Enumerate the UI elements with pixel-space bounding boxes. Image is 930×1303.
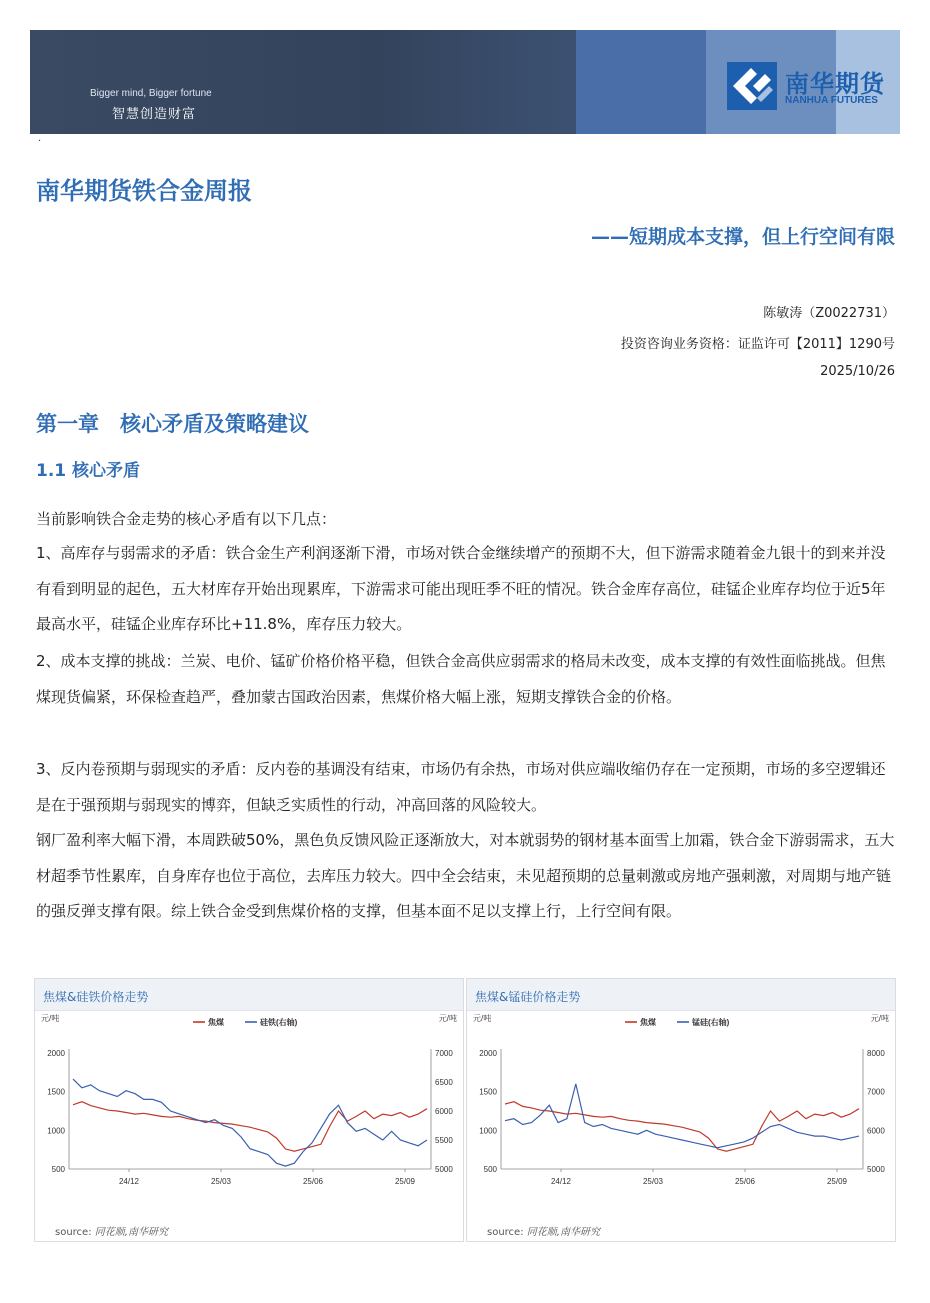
x-tick-label: 25/06 bbox=[734, 1177, 756, 1186]
certification: 投资咨询业务资格：证监许可【2011】1290号 bbox=[620, 337, 895, 352]
chart-card-coking-coal-silicomanganese bbox=[466, 978, 896, 1242]
x-tick-label: 25/03 bbox=[210, 1177, 232, 1186]
author: 陈敏涛（Z0022731） bbox=[763, 306, 895, 321]
left-tick-label: 1000 bbox=[47, 1126, 65, 1136]
left-tick-label: 500 bbox=[51, 1165, 65, 1174]
chart-source bbox=[487, 1223, 600, 1238]
report-title: 南华期货铁合金周报 bbox=[36, 177, 252, 205]
chart-coking-coal-ferrosilicon bbox=[35, 1012, 463, 1222]
legend-label: 锰硅(右轴) bbox=[692, 1018, 730, 1027]
right-tick-label: 7000 bbox=[867, 1087, 885, 1097]
series-line-right bbox=[505, 1084, 859, 1148]
left-tick-label: 2000 bbox=[47, 1049, 65, 1058]
right-tick-label: 7000 bbox=[435, 1049, 453, 1058]
x-tick-label: 25/03 bbox=[642, 1177, 664, 1186]
left-tick-label: 1000 bbox=[479, 1126, 497, 1136]
chart-title: 焦煤&锰硅价格走势 bbox=[467, 979, 895, 1011]
chart-title: 焦煤&硅铁价格走势 bbox=[35, 979, 463, 1011]
paragraph-2: 2、成本支撑的挑战：兰炭、电价、锰矿价格价格平稳，但铁合金高供应弱需求的格局未改变，成本支撑的有效性面临挑战。但焦煤现货偏紧，环保检查趋严，叠加蒙古国政治因素，焦煤价格大幅上涨，短期支撑铁合金的价格。 bbox=[36, 652, 886, 706]
slogan-cn: 智慧创造财富 bbox=[112, 107, 197, 122]
series-line-left bbox=[505, 1102, 859, 1152]
paragraph-intro: 当前影响铁合金走势的核心矛盾有以下几点： bbox=[36, 510, 337, 528]
right-tick-label: 6000 bbox=[867, 1126, 885, 1136]
source-org: 同花顺,南华研究 bbox=[94, 1227, 168, 1238]
bullet-mark: · bbox=[38, 136, 42, 147]
x-tick-label: 24/12 bbox=[118, 1177, 140, 1186]
x-tick-label: 24/12 bbox=[550, 1177, 572, 1186]
x-tick-label: 25/06 bbox=[302, 1177, 324, 1186]
chapter-heading: 第一章 核心矛盾及策略建议 bbox=[36, 412, 309, 436]
banner-band bbox=[576, 30, 706, 134]
left-axis-unit: 元/吨 bbox=[473, 1014, 492, 1023]
right-tick-label: 6500 bbox=[435, 1078, 453, 1087]
section-heading: 1.1 核心矛盾 bbox=[36, 461, 141, 481]
report-subtitle: ——短期成本支撑，但上行空间有限 bbox=[590, 226, 895, 248]
slogan-en: Bigger mind, Bigger fortune bbox=[90, 88, 212, 99]
left-axis-unit: 元/吨 bbox=[41, 1014, 60, 1023]
logo-text-cn: 南华期货 bbox=[785, 70, 885, 98]
paragraph-1: 1、高库存与弱需求的矛盾：铁合金生产利润逐渐下滑，市场对铁合金继续增产的预期不大，但下游需求随着金九银十的到来并没有看到明显的起色，五大材库存开始出现累库，下游需求可能出现旺季不旺的情况。铁合金库存高位，硅锰企业库存均位于近5年最高水平，硅锰企业库存环比+11.8%，库存压力较大。 bbox=[36, 544, 886, 633]
chart-coking-coal-silicomanganese bbox=[467, 1012, 895, 1222]
right-tick-label: 6000 bbox=[435, 1107, 453, 1116]
legend-label: 焦煤 bbox=[640, 1018, 656, 1027]
right-axis-unit: 元/吨 bbox=[438, 1014, 457, 1023]
left-tick-label: 1500 bbox=[47, 1087, 65, 1097]
logo-mark-icon bbox=[727, 62, 777, 110]
right-axis-unit: 元/吨 bbox=[870, 1014, 889, 1023]
legend-label: 硅铁(右轴) bbox=[260, 1018, 298, 1027]
left-tick-label: 500 bbox=[483, 1165, 497, 1174]
right-tick-label: 8000 bbox=[867, 1049, 885, 1058]
chart-card-coking-coal-ferrosilicon bbox=[34, 978, 464, 1242]
paragraph-3: 3、反内卷预期与弱现实的矛盾：反内卷的基调没有结束，市场仍有余热，市场对供应端收缩仍存在一定预期，市场的多空逻辑还是在于强预期与弱现实的博弈，但缺乏实质性的行动，冲高回落的风险较大。 bbox=[36, 760, 886, 814]
source-label: source: bbox=[487, 1227, 524, 1238]
paragraph-4: 钢厂盈利率大幅下滑，本周跌破50%，黑色负反馈风险正逐渐放大，对本就弱势的钢材基本面雪上加霜，铁合金下游弱需求，五大材超季节性累库，自身库存也位于高位，去库压力较大。四中全会结束，未见超预期的总量刺激或房地产强刺激，对周期与地产链的强反弹支撑有限。综上铁合金受到焦煤价格的支撑，但基本面不足以支撑上行，上行空间有限。 bbox=[36, 831, 895, 920]
right-tick-label: 5000 bbox=[867, 1165, 885, 1174]
x-tick-label: 25/09 bbox=[394, 1177, 416, 1186]
series-line-left bbox=[73, 1102, 427, 1152]
right-tick-label: 5500 bbox=[435, 1136, 453, 1145]
left-tick-label: 2000 bbox=[479, 1049, 497, 1058]
source-org: 同花顺,南华研究 bbox=[526, 1227, 600, 1238]
right-tick-label: 5000 bbox=[435, 1165, 453, 1174]
left-tick-label: 1500 bbox=[479, 1087, 497, 1097]
series-line-right bbox=[73, 1079, 427, 1166]
x-tick-label: 25/09 bbox=[826, 1177, 848, 1186]
report-date: 2025/10/26 bbox=[820, 364, 895, 379]
legend-label: 焦煤 bbox=[208, 1018, 224, 1027]
chart-source bbox=[55, 1223, 168, 1238]
source-label: source: bbox=[55, 1227, 92, 1238]
company-logo bbox=[727, 62, 897, 110]
header-banner bbox=[30, 30, 900, 134]
logo-text-en: NANHUA FUTURES bbox=[785, 95, 878, 106]
